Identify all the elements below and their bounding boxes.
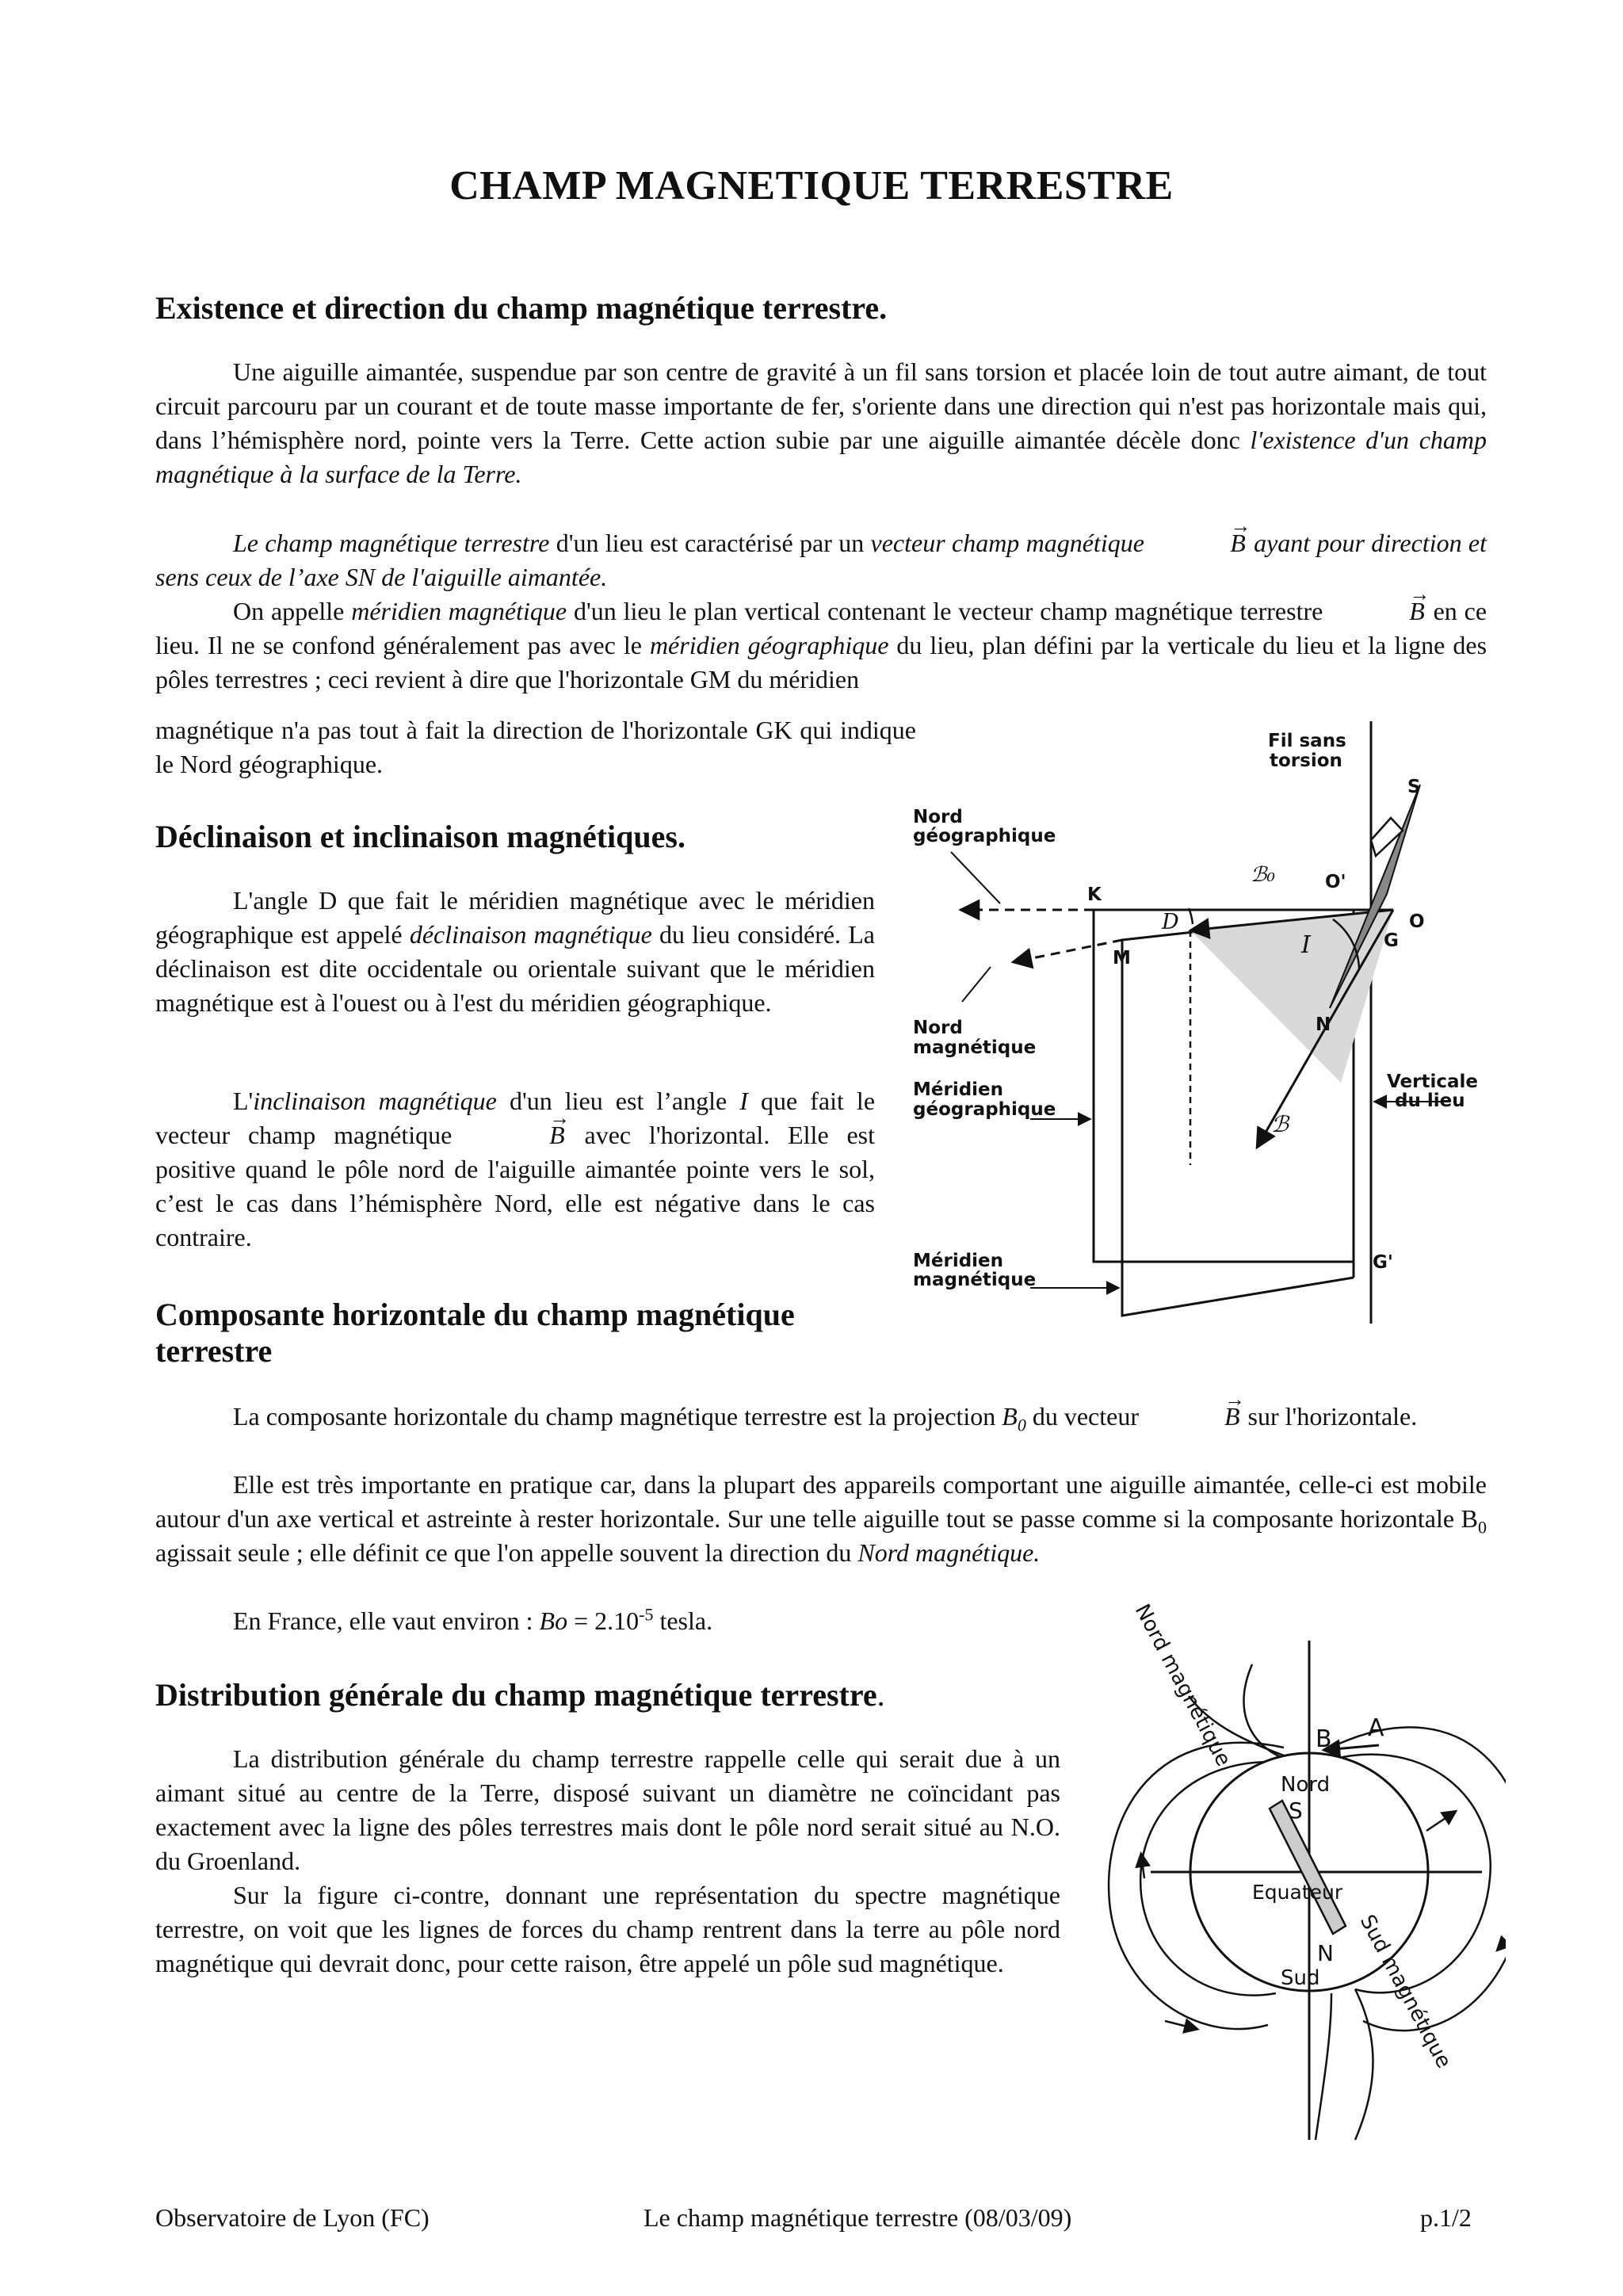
text-run: Elle est très importante en pratique car, dans la plupart des appareils comportant une aiguille aimantée, celle-ci est mobile autour d'un axe vertical et astreinte à rester horizontale. Sur une telle aiguille tout se passe comme si la composante horizontale B <box>155 1470 1487 1533</box>
label-g-prime: G' <box>1373 1252 1393 1273</box>
page-title: CHAMP MAGNETIQUE TERRESTRE <box>449 163 1174 208</box>
field-line <box>1316 1993 1331 2140</box>
label-equateur: Equateur <box>1252 1881 1343 1904</box>
paragraph-declinaison <box>155 884 875 1020</box>
label-fil-1: Fil sans <box>1268 731 1346 751</box>
figure-spectre-magnetique <box>1094 1593 1506 2148</box>
text-run-italic: B <box>1002 1402 1018 1431</box>
text-run-italic: méridien magnétique <box>351 597 567 625</box>
text-run: en ce lieu. Il ne se confond généralement pas avec le <box>155 597 1487 659</box>
label-s: S <box>1407 777 1421 797</box>
text-run: = 2.10 <box>567 1606 640 1635</box>
label-i: I <box>1301 931 1311 959</box>
label-fil-2: torsion <box>1270 751 1342 771</box>
footer-left: Observatoire de Lyon (FC) <box>155 2203 430 2232</box>
label-meridien-geo-2: géographique <box>913 1099 1056 1120</box>
paragraph-meridien <box>155 594 1487 697</box>
field-line <box>1355 1989 1373 2140</box>
nord-magnetique-arrow <box>1013 940 1122 962</box>
paragraph-existence <box>155 355 1487 491</box>
text-run: tesla. <box>653 1606 713 1635</box>
label-n-pole: N <box>1317 1940 1334 1966</box>
vector-b-symbol: → B <box>1330 594 1426 628</box>
text-run: . <box>876 1677 885 1713</box>
label-g: G <box>1384 930 1399 951</box>
label-a: A <box>1368 1714 1384 1742</box>
text-run: magnétique n'a pas tout à fait la direction de l'horizontale GK qui indique le Nord géographique. <box>155 716 916 778</box>
text-run-italic: méridien géographique <box>649 631 889 659</box>
label-d: D <box>1162 910 1179 934</box>
text-run: du vecteur <box>1025 1402 1145 1431</box>
footer-center: Le champ magnétique terrestre (08/03/09) <box>643 2203 1072 2232</box>
label-k: K <box>1087 884 1102 905</box>
label-meridien-geo-1: Méridien <box>913 1079 1004 1100</box>
text-run: sur l'horizontale. <box>1241 1402 1418 1431</box>
label-verticale-1: Verticale <box>1387 1072 1478 1092</box>
paragraph-meridien-end <box>155 713 916 781</box>
vector-a-arrow <box>1325 1745 1379 1750</box>
label-nord-geo-2: géographique <box>913 826 1056 846</box>
label-b: B <box>1316 1725 1332 1753</box>
label-nord-geo-1: Nord <box>913 807 963 827</box>
section-heading-existence: Existence et direction du champ magnétique terrestre. <box>155 290 888 326</box>
text-run: que fait le vecteur champ magnétique <box>155 1087 876 1149</box>
label-o: O <box>1409 911 1425 932</box>
magnetic-needle <box>1330 785 1420 1008</box>
text-run: L' <box>233 1087 254 1115</box>
text-run: Une aiguille aimantée, suspendue par son centre de gravité à un fil sans torsion et placée loin de tout autre aimant, de tout circuit parcouru par un courant et de toute masse importante de fer, s'oriente dans une direction qui n'est pas horizontale mais qui, dans l’hémisphère nord, pointe vers la Terre. Cette action subie par une aiguille aimantée décèle donc <box>155 357 1487 454</box>
figure-declinaison-inclinaison <box>896 721 1490 1324</box>
label-b-script: ℬ <box>1271 1111 1289 1137</box>
label-nord-mag-2: magnétique <box>913 1037 1037 1058</box>
footer-page-number: p.1/2 <box>1420 2203 1472 2232</box>
section-heading-distribution <box>155 1677 1106 1713</box>
vector-b-symbol: → B <box>1145 1400 1242 1434</box>
section-heading-declinaison: Déclinaison et inclinaison magnétiques. <box>155 819 685 854</box>
paragraph-inclinaison <box>155 1084 875 1255</box>
paragraph-spectre <box>155 1878 1060 1981</box>
text-run-italic: I <box>739 1087 748 1115</box>
leader-nord-mag <box>962 967 991 1002</box>
text-run: En France, elle vaut environ : <box>233 1606 540 1635</box>
text-run-italic: vecteur champ magnétique <box>870 529 1151 557</box>
text-run-italic: Le champ magnétique terrestre <box>233 529 550 557</box>
label-verticale-2: du lieu <box>1395 1091 1465 1111</box>
field-arrow <box>1165 2021 1197 2029</box>
text-run-italic: Nord magnétique. <box>857 1538 1041 1567</box>
label-m: M <box>1113 948 1131 968</box>
text-run: agissait seule ; elle définit ce que l'on appelle souvent la direction du <box>155 1538 858 1567</box>
label-n: N <box>1316 1014 1331 1035</box>
leader-nord-geo <box>951 852 1000 904</box>
text-run: On appelle <box>233 597 352 625</box>
label-meridien-mag-1: Méridien <box>913 1251 1004 1271</box>
field-arrow <box>1426 1812 1455 1831</box>
text-run-italic: inclinaison magnétique <box>253 1087 497 1115</box>
label-b0: ℬ₀ <box>1251 863 1275 887</box>
label-sud-magnetique: Sud magnétique <box>1354 1911 1456 2073</box>
text-run: La distribution générale du champ terrestre rappelle celle qui serait due à un aimant situé au centre de la Terre, disposé suivant un diamètre ne coïncidant pas exactement avec la ligne des pôles terrestres mais dont le pôle nord serait situé au N.O. du Groenland. <box>155 1744 1060 1875</box>
text-run: d'un lieu est l’angle <box>496 1087 740 1115</box>
text-run: du lieu considéré. La déclinaison est dite occidentale ou orientale suivant que le méridien magnétique est à l'ouest ou à l'est du méridien géographique. <box>155 920 875 1017</box>
vector-b-symbol: → B <box>1151 526 1247 560</box>
subscript: 0 <box>1478 1517 1487 1538</box>
label-s-pole: S <box>1289 1797 1303 1824</box>
text-run: d'un lieu le plan vertical contenant le vecteur champ magnétique terrestre <box>567 597 1331 625</box>
subscript: 0 <box>1017 1415 1026 1435</box>
text-run-italic: l'existence d'un champ magnétique à la surface de la Terre. <box>155 426 1487 488</box>
vector-b-symbol: → B <box>470 1118 567 1152</box>
text-run: La composante horizontale du champ magnétique terrestre est la projection <box>233 1402 1002 1431</box>
text-run: Sur la figure ci-contre, donnant une représentation du spectre magnétique terrestre, on voit que les lignes de forces du champ rentrent dans la terre au pôle nord magnétique qui devrait donc, pour cette raison, être appelé un pôle sud magnétique. <box>155 1881 1060 1977</box>
label-sud: Sud <box>1281 1966 1320 1990</box>
superscript: -5 <box>639 1604 654 1625</box>
label-nord: Nord <box>1281 1773 1331 1797</box>
paragraph-composante-projection <box>155 1400 1487 1434</box>
text-run: du lieu, plan défini par la verticale du lieu et la ligne des pôles terrestres ; ceci revient à dire que l'horizontale GM du méridien <box>155 631 1487 693</box>
paragraph-distribution <box>155 1742 1060 1878</box>
text-run: Distribution générale du champ magnétique terrestre <box>155 1677 877 1713</box>
paragraph-champ-definition <box>155 526 1487 594</box>
label-nord-magnetique: Nord magnétique <box>1129 1600 1235 1771</box>
paragraph-composante-valeur <box>155 1604 1027 1638</box>
field-arrow <box>1498 1926 1506 1950</box>
label-meridien-mag-2: magnétique <box>913 1270 1037 1290</box>
text-run-italic: déclinaison magnétique <box>409 920 652 949</box>
label-nord-mag-1: Nord <box>913 1018 963 1038</box>
section-heading-composante: Composante horizontale du champ magnétique terrestre <box>155 1297 795 1369</box>
label-o-prime: O' <box>1325 872 1346 892</box>
text-run-italic: ayant pour direction et sens ceux de l’axe SN de l'aiguille aimantée. <box>155 529 1487 591</box>
paragraph-composante-importance <box>155 1468 1487 1570</box>
text-run: avec l'horizontal. Elle est positive quand le pôle nord de l'aiguille aimantée pointe vers le sol, c’est le cas dans l’hémisphère Nord, elle est négative dans le cas contraire. <box>155 1121 876 1251</box>
text-run: d'un lieu est caractérisé par un <box>549 529 871 557</box>
text-run-italic: Bo <box>539 1606 568 1635</box>
text-run: L'angle D que fait le méridien magnétique avec le méridien géographique est appelé <box>155 886 875 949</box>
